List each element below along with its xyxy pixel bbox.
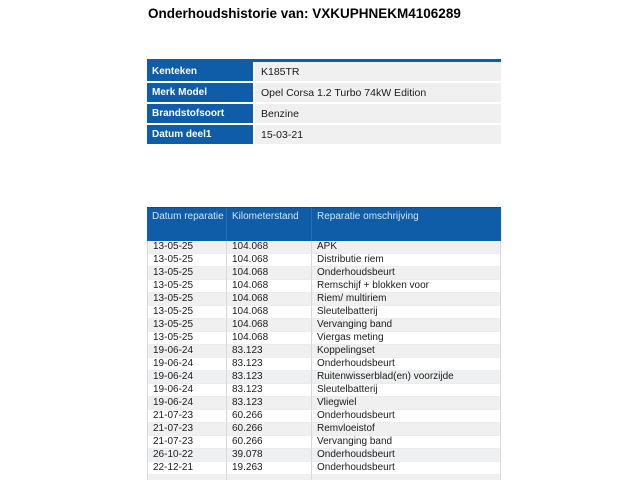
cell-kilometerstand: 83.123	[227, 345, 312, 358]
cell-datum-reparatie: 21-07-23	[147, 436, 227, 449]
cell-reparatie-omschrijving: Onderhoudsbeurt	[312, 410, 501, 423]
cell-datum-reparatie: 19-06-24	[147, 371, 227, 384]
table-row	[147, 280, 501, 293]
vehicle-info-value: Opel Corsa 1.2 Turbo 74kW Edition	[253, 83, 501, 104]
table-row-partial	[147, 475, 501, 480]
vehicle-info-row	[147, 104, 501, 125]
vehicle-info-value: K185TR	[253, 62, 501, 83]
cell-reparatie-omschrijving: Ruitenwisserblad(en) voorzijde	[312, 371, 501, 384]
cell-reparatie-omschrijving: Koppelingset	[312, 345, 501, 358]
table-row	[147, 384, 501, 397]
maintenance-table	[147, 207, 501, 480]
cell-kilometerstand: 104.068	[227, 280, 312, 293]
column-header-reparatie-omschrijving: Reparatie omschrijving	[312, 207, 501, 241]
maintenance-table-body	[147, 241, 501, 480]
table-row	[147, 436, 501, 449]
cell-kilometerstand: 60.266	[227, 436, 312, 449]
cell-kilometerstand: 83.123	[227, 397, 312, 410]
cell-kilometerstand: 83.123	[227, 358, 312, 371]
cell-kilometerstand: 83.123	[227, 384, 312, 397]
vehicle-info-row	[147, 83, 501, 104]
cell-kilometerstand: 104.068	[227, 319, 312, 332]
cell-datum-reparatie: 19-06-24	[147, 358, 227, 371]
cell-kilometerstand: 104.068	[227, 293, 312, 306]
cell-datum-reparatie: 21-07-23	[147, 423, 227, 436]
vehicle-info-body	[147, 62, 501, 146]
vehicle-info-row	[147, 125, 501, 146]
cell-datum-reparatie: 13-05-25	[147, 306, 227, 319]
cell-reparatie-omschrijving: Sleutelbatterij	[312, 384, 501, 397]
cell-reparatie-omschrijving: APK	[312, 241, 501, 254]
cell-datum-reparatie: 19-06-24	[147, 345, 227, 358]
cell-reparatie-omschrijving: Remvloeistof	[312, 423, 501, 436]
column-header-kilometerstand: Kilometerstand	[227, 207, 312, 241]
cell-datum-reparatie: 19-06-24	[147, 397, 227, 410]
cell-reparatie-omschrijving: Vervanging band	[312, 319, 501, 332]
table-row	[147, 319, 501, 332]
cell-datum-reparatie: 13-05-25	[147, 254, 227, 267]
cell-reparatie-omschrijving: Sleutelbatterij	[312, 306, 501, 319]
cell-reparatie-omschrijving: Onderhoudsbeurt	[312, 267, 501, 280]
cell-kilometerstand: 104.068	[227, 241, 312, 254]
cell-kilometerstand: 60.266	[227, 423, 312, 436]
cell-kilometerstand: 104.068	[227, 332, 312, 345]
cell-reparatie-omschrijving: Onderhoudsbeurt	[312, 462, 501, 475]
vehicle-info-label: Merk Model	[147, 83, 253, 104]
cell-reparatie-omschrijving: Viergas meting	[312, 332, 501, 345]
vehicle-info-label: Brandstofsoort	[147, 104, 253, 125]
cell-datum-reparatie: 13-05-25	[147, 280, 227, 293]
cell-kilometerstand: 60.266	[227, 410, 312, 423]
table-row	[147, 306, 501, 319]
table-row	[147, 332, 501, 345]
vehicle-info-table	[147, 59, 501, 146]
cell-datum-reparatie: 26-10-22	[147, 449, 227, 462]
cell-reparatie-omschrijving: Riem/ multiriem	[312, 293, 501, 306]
column-header-datum-reparatie: Datum reparatie	[147, 207, 227, 241]
vehicle-info-label: Kenteken	[147, 62, 253, 83]
cell-kilometerstand: 19.263	[227, 462, 312, 475]
table-row	[147, 293, 501, 306]
cell-kilometerstand: 104.068	[227, 254, 312, 267]
table-row	[147, 410, 501, 423]
cell-datum-reparatie: 13-05-25	[147, 332, 227, 345]
cell-datum-reparatie: 13-05-25	[147, 267, 227, 280]
cell-datum-reparatie: 13-05-25	[147, 319, 227, 332]
table-row	[147, 397, 501, 410]
cell-datum-reparatie: 13-05-25	[147, 241, 227, 254]
vehicle-info-value: Benzine	[253, 104, 501, 125]
cell-reparatie-omschrijving: Vervanging band	[312, 436, 501, 449]
cell-kilometerstand: 39.078	[227, 449, 312, 462]
table-row	[147, 371, 501, 384]
vehicle-info-row	[147, 62, 501, 83]
cell-kilometerstand: 104.068	[227, 267, 312, 280]
cell-reparatie-omschrijving: Remschijf + blokken voor	[312, 280, 501, 293]
table-row	[147, 267, 501, 280]
cell-kilometerstand: 83.123	[227, 371, 312, 384]
table-row	[147, 358, 501, 371]
vehicle-info-value: 15-03-21	[253, 125, 501, 146]
table-row	[147, 241, 501, 254]
table-row	[147, 449, 501, 462]
cell-reparatie-omschrijving	[312, 475, 501, 480]
cell-kilometerstand	[227, 475, 312, 480]
table-row	[147, 423, 501, 436]
cell-reparatie-omschrijving: Distributie riem	[312, 254, 501, 267]
cell-kilometerstand: 104.068	[227, 306, 312, 319]
cell-datum-reparatie	[147, 475, 227, 480]
cell-datum-reparatie: 13-05-25	[147, 293, 227, 306]
table-row	[147, 345, 501, 358]
cell-datum-reparatie: 21-07-23	[147, 410, 227, 423]
cell-reparatie-omschrijving: Onderhoudsbeurt	[312, 449, 501, 462]
table-row	[147, 462, 501, 475]
table-row	[147, 254, 501, 267]
vehicle-info-label: Datum deel1	[147, 125, 253, 146]
page-title: Onderhoudshistorie van: VXKUPHNEKM4106289	[148, 6, 461, 21]
cell-reparatie-omschrijving: Vliegwiel	[312, 397, 501, 410]
cell-reparatie-omschrijving: Onderhoudsbeurt	[312, 358, 501, 371]
cell-datum-reparatie: 22-12-21	[147, 462, 227, 475]
maintenance-header-row	[147, 207, 501, 241]
cell-datum-reparatie: 19-06-24	[147, 384, 227, 397]
